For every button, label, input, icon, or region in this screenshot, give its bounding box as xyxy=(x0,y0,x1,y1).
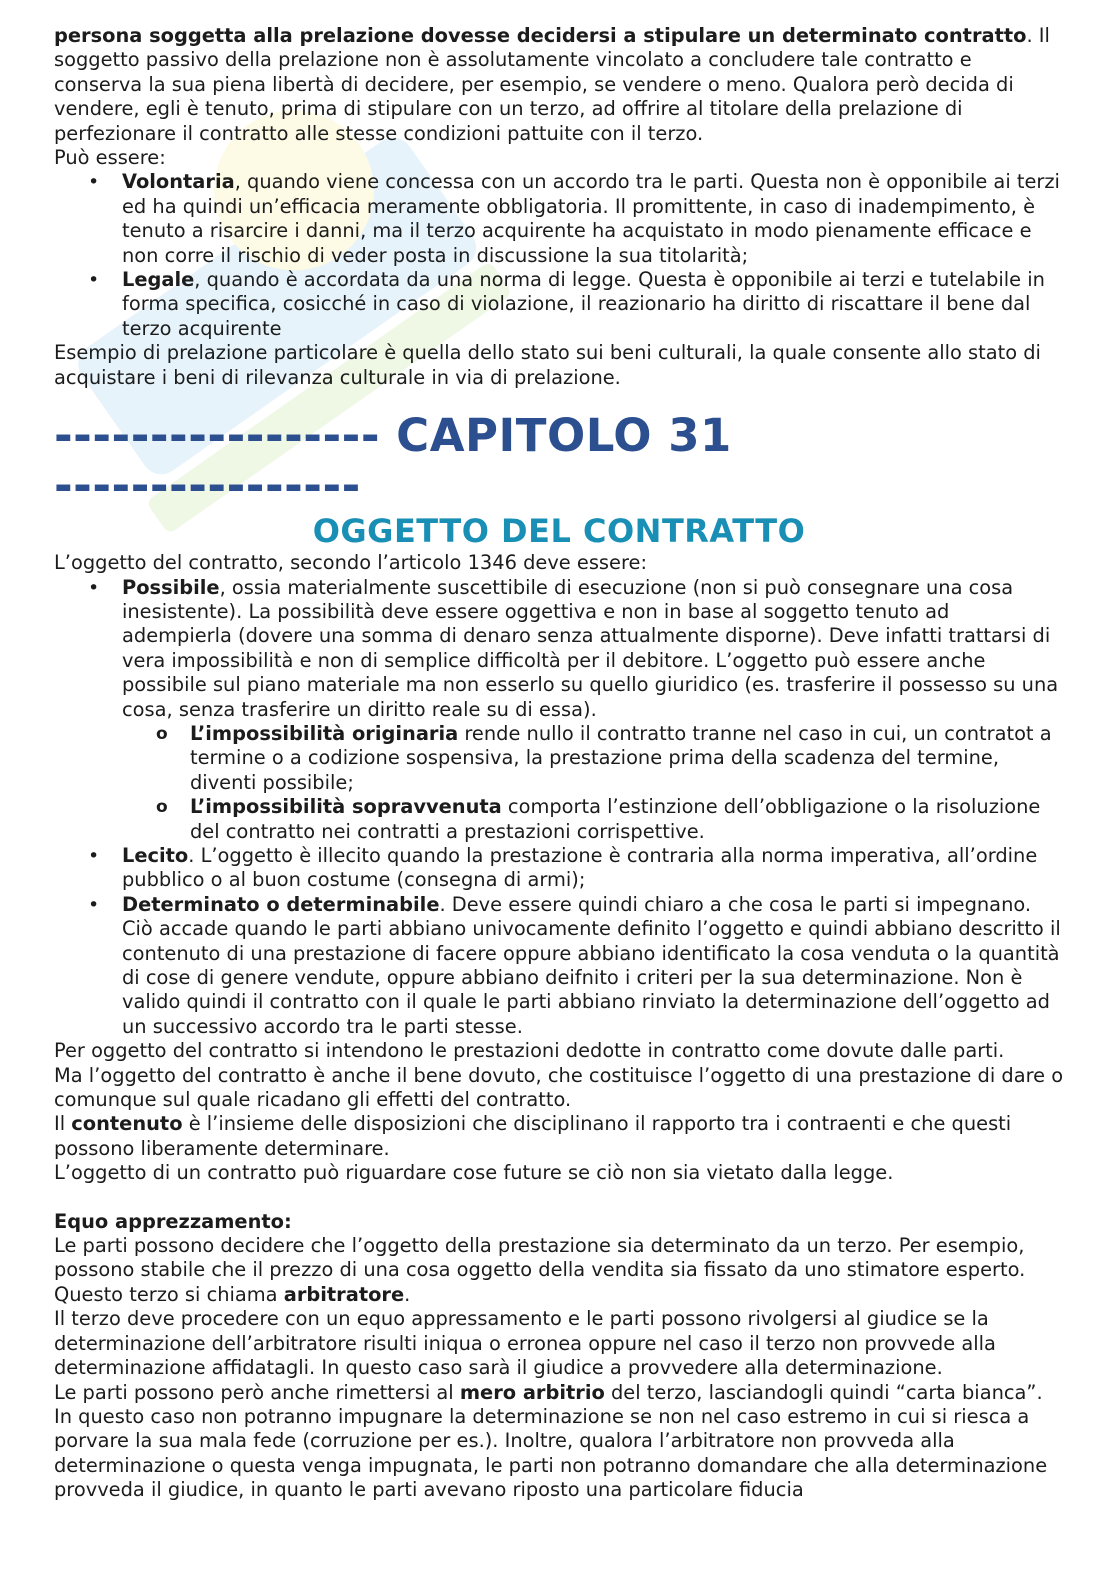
text: è l’insieme delle disposizioni che disciplinano il rapporto tra i contraenti e che questi possono liberamente determinare. xyxy=(54,1112,1012,1160)
sub-item-bold: L’impossibilità originaria xyxy=(190,721,459,745)
paragraph: Ma l’oggetto del contratto è anche il bene dovuto, che costituisce l’oggetto di una prestazione di dare o comunque sul quale ricadano gli effetti del contratto. xyxy=(54,1063,1064,1112)
paragraph: L’oggetto di un contratto può riguardare cose future se ciò non sia vietato dalla legge. xyxy=(54,1161,894,1185)
sub-list-item xyxy=(54,722,1064,795)
item-bold: Legale xyxy=(122,268,195,292)
text: del terzo, lasciandogli quindi “carta bianca”. In questo caso non potranno impugnare la determinazione se non nel caso estremo in cui si riesca a porvare la sua mala fede (corruzione per es.). Inoltre, qualora l’arbitratore non provveda alla determinazione o questa venga impugnata, le parti non potranno domandare che alla determinazione provveda il giudice, in quanto le parti avevano riposto una particolare fiducia xyxy=(54,1380,1048,1502)
bold-term: mero arbitrio xyxy=(459,1380,605,1404)
list-item xyxy=(54,170,1064,268)
paragraph xyxy=(54,1112,1064,1161)
sub-item-text: comporta l’estinzione dell’obbligazione o la risoluzione del contratto nei contratti a prestazioni corrispettive. xyxy=(190,795,1041,843)
item-text: . Deve essere quindi chiaro a che cosa le parti si impegnano. Ciò accade quando le parti abbiano univocamente definito l’oggetto e quindi abbiano descritto il contenuto di una prestazione di facere oppure abbiano identificato la cosa venduta o la quantità di cose di genere vendute, oppure abbiano deifnito i criteri per la sua determinazione. Non è valido quindi il contratto con il quale le parti abbiano rinviato la determinazione dell’oggetto ad un successivo accordo tra le parti stesse. xyxy=(122,892,1061,1038)
document-page xyxy=(54,24,1064,1503)
prelazione-types-list xyxy=(54,170,1064,341)
item-text: , quando è accordata da una norma di legge. Questa è opponibile ai terzi e tutelabile in forma specifica, cosicché in caso di violazione, il reazionario ha diritto di riscattare il bene dal terzo acquirente xyxy=(122,268,1045,340)
intro-lead-text: . Il soggetto passivo della prelazione non è assolutamente vincolato a concludere tale contratto e conserva la sua piena libertà di decidere, per esempio, se vendere o meno. Qualora però decida di vendere, egli è tenuto, prima di stipulare con un terzo, ad offrire al titolare della prelazione di perfezionare il contratto alle stesse condizioni pattuite con il terzo. xyxy=(54,24,1050,145)
paragraph: Per oggetto del contratto si intendono le prestazioni dedotte in contratto come dovute dalle parti. xyxy=(54,1039,1005,1063)
impossibility-sublist xyxy=(122,722,1064,844)
list-item xyxy=(54,893,1064,1039)
text: Le parti possono però anche rimettersi al xyxy=(54,1380,460,1404)
item-text: . L’oggetto è illecito quando la prestazione è contraria alla norma imperativa, all’ordine pubblico o al buon costume (consegna di armi); xyxy=(122,843,1038,892)
chapter-line-1: ----------------- CAPITOLO 31 xyxy=(54,409,732,463)
item-bold: Determinato o determinabile xyxy=(122,892,440,916)
paragraph: Il terzo deve procedere con un equo appressamento e le parti possono rivolgersi al giudice se la determinazione dell’arbitratore risulti iniqua o erronea oppure nel caso il terzo non provvede alla determinazione affidatagli. In questo caso sarà il giudice a provvedere alla determinazione. xyxy=(54,1307,996,1380)
section-intro: L’oggetto del contratto, secondo l’articolo 1346 deve essere: xyxy=(54,551,647,575)
sub-item-bold: L’impossibilità sopravvenuta xyxy=(190,795,502,819)
bold-term: arbitratore xyxy=(283,1282,405,1306)
sub-item-text: rende nullo il contratto tranne nel caso in cui, un contratot a termine o a codizione sospensiva, la prestazione prima della scadenza del termine, diventi possibile; xyxy=(190,721,1052,794)
text: Le parti possono decidere che l’oggetto della prestazione sia determinato da un terzo. Per esempio, possono stabile che il prezzo di una cosa oggetto della vendita sia fissato da uno stimatore esperto. Questo terzo si chiama xyxy=(54,1234,1026,1306)
paragraph xyxy=(54,1234,1064,1307)
chapter-line-2: ---------------- xyxy=(54,459,361,513)
section-title: OGGETTO DEL CONTRATTO xyxy=(312,512,806,551)
example-paragraph: Esempio di prelazione particolare è quella dello stato sui beni culturali, la quale consente allo stato di acquistare i beni di rilevanza culturale in via di prelazione. xyxy=(54,341,1041,389)
text: . xyxy=(404,1282,411,1306)
item-bold: Possibile xyxy=(122,575,220,599)
text: Il xyxy=(54,1112,72,1136)
equo-heading: Equo apprezzamento: xyxy=(54,1209,292,1233)
bold-term: contenuto xyxy=(71,1112,183,1136)
chapter-heading xyxy=(54,409,1064,513)
list-item xyxy=(54,844,1064,893)
oggetto-requirements-list xyxy=(54,576,1064,1040)
item-text: , ossia materialmente suscettibile di esecuzione (non si può consegnare una cosa inesistente). La possibilità deve essere oggettiva e non in base al soggetto tenuto ad adempierla (dovere una somma di denaro senza attualmente disporne). Deve infatti trattarsi di vera impossibilità e non di semplice difficoltà per il debitore. L’oggetto può essere anche possibile sul piano materiale ma non esserlo su quello giuridico (es. trasferire il possesso su una cosa, senza trasferire un diritto reale su di essa). xyxy=(122,575,1059,721)
list-item xyxy=(54,268,1064,341)
sub-list-item xyxy=(54,795,1064,844)
list-item xyxy=(54,576,1064,844)
item-text: , quando viene concessa con un accordo tra le parti. Questa non è opponibile ai terzi ed ha quindi un’efficacia meramente obbligatoria. Il promittente, in caso di inadempimento, è tenuto a risarcire i danni, ma il terzo acquirente ha acquistato in modo pienamente efficace e non corre il rischio di veder posta in discussione la sua titolarità; xyxy=(122,170,1060,267)
item-bold: Lecito xyxy=(122,843,189,867)
paragraph xyxy=(54,1381,1064,1503)
puo-essere-label: Può essere: xyxy=(54,146,166,170)
item-bold: Volontaria xyxy=(122,170,235,194)
intro-paragraph xyxy=(54,24,1064,146)
intro-lead-bold: persona soggetta alla prelazione dovesse decidersi a stipulare un determinato contratto xyxy=(54,24,1027,47)
